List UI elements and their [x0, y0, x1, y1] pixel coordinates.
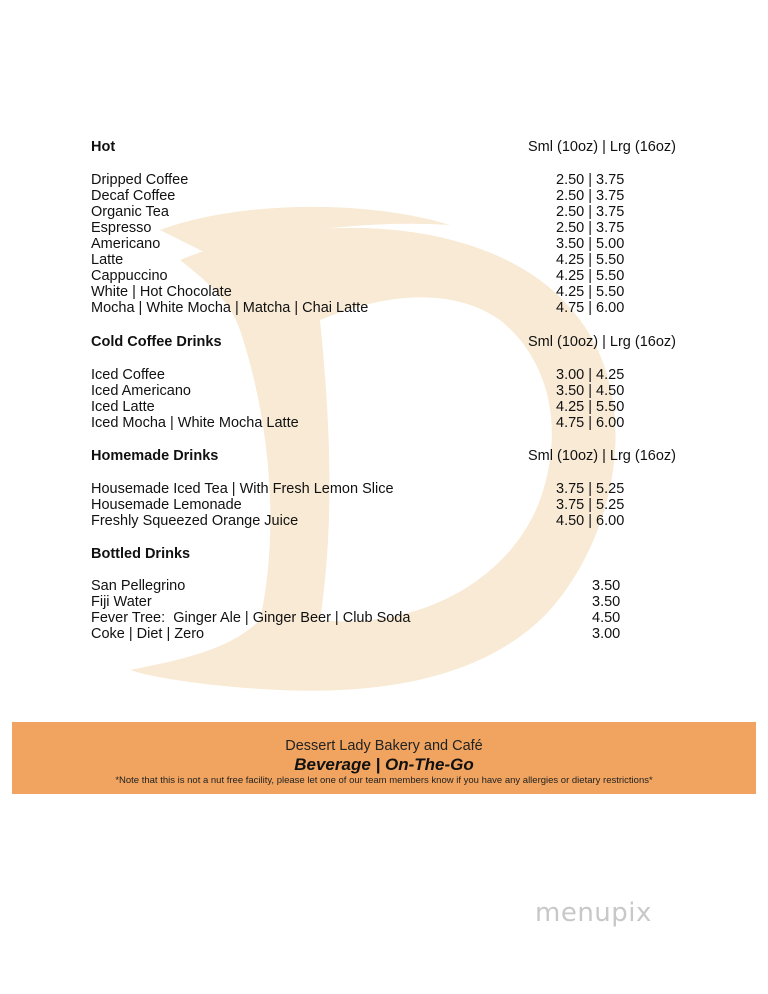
menu-item: [91, 367, 651, 383]
menu-item: [91, 188, 651, 204]
item-name: Iced Americano: [91, 383, 191, 399]
item-price: 4.25 | 5.50: [556, 284, 625, 300]
menu-item: [91, 236, 651, 252]
size-label: Sml (10oz) | Lrg (16oz): [527, 139, 676, 155]
item-name: Housemade Lemonade: [91, 497, 242, 513]
menu-item: [91, 252, 651, 268]
item-name: San Pellegrino: [91, 578, 186, 594]
menu-item: [91, 415, 651, 431]
item-name: Cappuccino: [91, 268, 168, 284]
menu-item: [91, 497, 651, 513]
item-price: 3.50 | 5.00: [556, 236, 625, 252]
item-price: 3.75 | 5.25: [556, 497, 625, 513]
cafe-name: Dessert Lady Bakery and Café: [285, 738, 483, 754]
menu-item: [91, 578, 651, 594]
item-price: 4.25 | 5.50: [556, 268, 625, 284]
footer-banner: [12, 722, 756, 794]
menu-item: [91, 300, 651, 316]
menu-item: [91, 172, 651, 188]
section-title: Homemade Drinks: [91, 448, 219, 464]
menu-item: [91, 481, 651, 497]
section-title: Bottled Drinks: [91, 546, 191, 562]
menu-item: [91, 513, 651, 529]
item-price: 4.75 | 6.00: [556, 415, 625, 431]
item-price: 3.75 | 5.25: [556, 481, 625, 497]
item-name: Organic Tea: [91, 204, 169, 220]
item-name: Espresso: [91, 220, 152, 236]
item-name: Latte: [91, 252, 124, 268]
item-name: Iced Coffee: [91, 367, 165, 383]
section-title: Cold Coffee Drinks: [91, 334, 222, 350]
menu-item: [91, 220, 651, 236]
item-name: Iced Latte: [91, 399, 155, 415]
menu-item: [91, 594, 651, 610]
menu-subtitle: Beverage | On-The-Go: [294, 755, 474, 774]
item-price: 3.50: [592, 578, 621, 594]
item-name: Housemade Iced Tea | With Fresh Lemon Slice: [91, 481, 394, 497]
item-price: 4.75 | 6.00: [556, 300, 625, 316]
item-name: Fever Tree: Ginger Ale | Ginger Beer | Club Soda: [91, 610, 411, 626]
item-price: 2.50 | 3.75: [556, 204, 625, 220]
item-name: Decaf Coffee: [91, 188, 176, 204]
section-title: Hot: [91, 139, 116, 155]
item-price: 3.00: [592, 626, 621, 642]
item-price: 3.50 | 4.50: [556, 383, 625, 399]
item-price: 2.50 | 3.75: [556, 172, 625, 188]
menu-item: [91, 204, 651, 220]
section-header-hot: [91, 139, 681, 159]
allergy-note: *Note that this is not a nut free facility, please let one of our team members know if you have any allergies or dietary restrictions*: [115, 775, 653, 786]
item-name: Mocha | White Mocha | Matcha | Chai Latte: [91, 300, 369, 316]
item-price: 2.50 | 3.75: [556, 188, 625, 204]
section-header-homemade: [91, 448, 681, 468]
item-price: 4.50 | 6.00: [556, 513, 625, 529]
item-price: 4.25 | 5.50: [556, 399, 625, 415]
item-name: Dripped Coffee: [91, 172, 189, 188]
menu-item: [91, 610, 651, 626]
menu-item: [91, 284, 651, 300]
item-name: Fiji Water: [91, 594, 152, 610]
item-price: 3.00 | 4.25: [556, 367, 625, 383]
menu-item: [91, 383, 651, 399]
size-label: Sml (10oz) | Lrg (16oz): [527, 448, 676, 464]
item-price: 4.25 | 5.50: [556, 252, 625, 268]
menu-item: [91, 268, 651, 284]
item-price: 2.50 | 3.75: [556, 220, 625, 236]
credit-watermark: menupix: [535, 898, 652, 928]
item-price: 3.50: [592, 594, 621, 610]
item-name: Americano: [91, 236, 161, 252]
size-label: Sml (10oz) | Lrg (16oz): [527, 334, 676, 350]
item-name: White | Hot Chocolate: [91, 284, 232, 300]
menu-item: [91, 399, 651, 415]
section-header-cold-coffee: [91, 334, 681, 354]
item-name: Coke | Diet | Zero: [91, 626, 205, 642]
item-name: Iced Mocha | White Mocha Latte: [91, 415, 299, 431]
section-header-bottled: [91, 546, 681, 566]
item-name: Freshly Squeezed Orange Juice: [91, 513, 299, 529]
menu-item: [91, 626, 651, 642]
item-price: 4.50: [592, 610, 621, 626]
